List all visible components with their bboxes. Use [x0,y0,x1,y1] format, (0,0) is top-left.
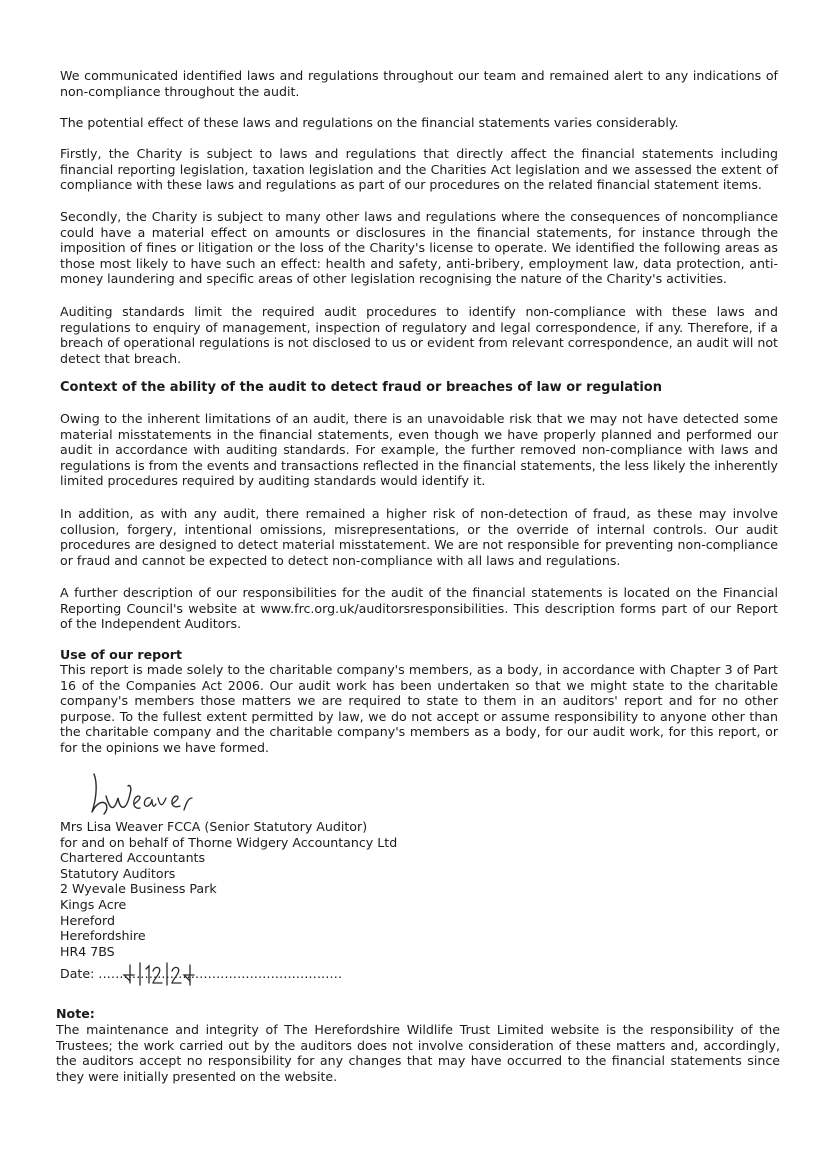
paragraph-laws-communicated: We communicated identified laws and regulations throughout our team and remained alert to any indications of non-compliance throughout the audit. [60,68,778,99]
paragraph-secondly: Secondly, the Charity is subject to many other laws and regulations where the consequences of noncompliance could have a material effect on amounts or disclosures in the financial statements, for instance through the imposition of fines or litigation or the loss of the Charity's license to operate. We identified the following areas as those most likely to have such an effect: health and safety, anti-bribery, employment law, data protection, anti-money laundering and specific areas of other legislation recognising the nature of the Charity's activities. [60,209,778,287]
note-text: The maintenance and integrity of The Herefordshire Wildlife Trust Limited website is the responsibility of the Trustees; the work carried out by the auditors does not involve consideration of these matters and, accordingly, the auditors accept no responsibility for any changes that may have occurred to the financial statements since they were initially presented on the website. [56,1022,780,1084]
address-line-2: Kings Acre [60,896,127,912]
paragraph-use-of-report: This report is made solely to the charitable company's members, as a body, in accordance with Chapter 3 of Part 16 of the Companies Act 2006. Our audit work has been undertaken so that we might state to the charitable company's members those matters we are required to state to them in an auditors' report and for no other purpose. To the fullest extent permitted by law, we do not accept or assume responsibility to anyone other than the charitable company and the charitable company's members as a body, for our audit work, for this report, or for the opinions we have formed. [60,662,778,755]
paragraph-potential-effect: The potential effect of these laws and regulations on the financial statements varies considerably. [60,115,679,130]
note-heading: Note: [56,1006,95,1021]
auditor-name: Mrs Lisa Weaver FCCA (Senior Statutory Auditor) [60,819,368,834]
date-label: Date: [60,966,95,981]
heading-use-of-report: Use of our report [60,647,183,662]
address-city: Hereford [60,912,115,928]
auditor-firm-line: for and on behalf of Thorne Widgery Accountancy Ltd [60,834,398,850]
paragraph-auditing-standards: Auditing standards limit the required audit procedures to identify non-compliance with these laws and regulations to enquiry of management, inspection of regulatory and legal correspondence, if any. Therefore, if a breach of operational regulations is not disclosed to us or evident from relevant correspondence, an audit will not detect that breach. [60,304,778,366]
auditor-designation: Chartered Accountants [60,850,206,866]
paragraph-further-description: A further description of our responsibilities for the audit of the financial statements is located on the Financial Reporting Council's website at www.frc.org.uk/auditorsresponsibilities. This description forms part of our Report of the Independent Auditors. [60,585,778,632]
address-line-1: 2 Wyevale Business Park [60,881,217,897]
address-postcode: HR4 7BS [60,943,115,959]
heading-context-fraud: Context of the ability of the audit to detect fraud or breaches of law or regulation [60,380,662,395]
auditor-address-block [60,819,560,959]
date-leader-dots: .......................................................... [98,966,343,981]
handwritten-date [120,961,204,989]
paragraph-fraud-risk: In addition, as with any audit, there remained a higher risk of non-detection of fraud, as these may involve collusion, forgery, intentional omissions, misrepresentations, or the override of internal controls. Our audit procedures are designed to detect material misstatement. We are not responsible for preventing non-compliance or fraud and cannot be expected to detect non-compliance with all laws and regulations. [60,506,778,568]
paragraph-firstly: Firstly, the Charity is subject to laws and regulations that directly affect the financial statements including financial reporting legislation, taxation legislation and the Charities Act legislation and we assessed the extent of compliance with these laws and regulations as part of our procedures on the related financial statement items. [60,146,778,193]
auditor-role: Statutory Auditors [60,865,176,881]
address-county: Herefordshire [60,928,146,944]
auditor-signature [88,770,238,818]
paragraph-inherent-limitations: Owing to the inherent limitations of an audit, there is an unavoidable risk that we may not have detected some material misstatements in the financial statements, even though we have properly planned and performed our audit in accordance with auditing standards. For example, the further removed non-compliance with laws and regulations is from the events and transactions reflected in the financial statements, the less likely the inherently limited procedures required by auditing standards would identify it. [60,411,778,489]
